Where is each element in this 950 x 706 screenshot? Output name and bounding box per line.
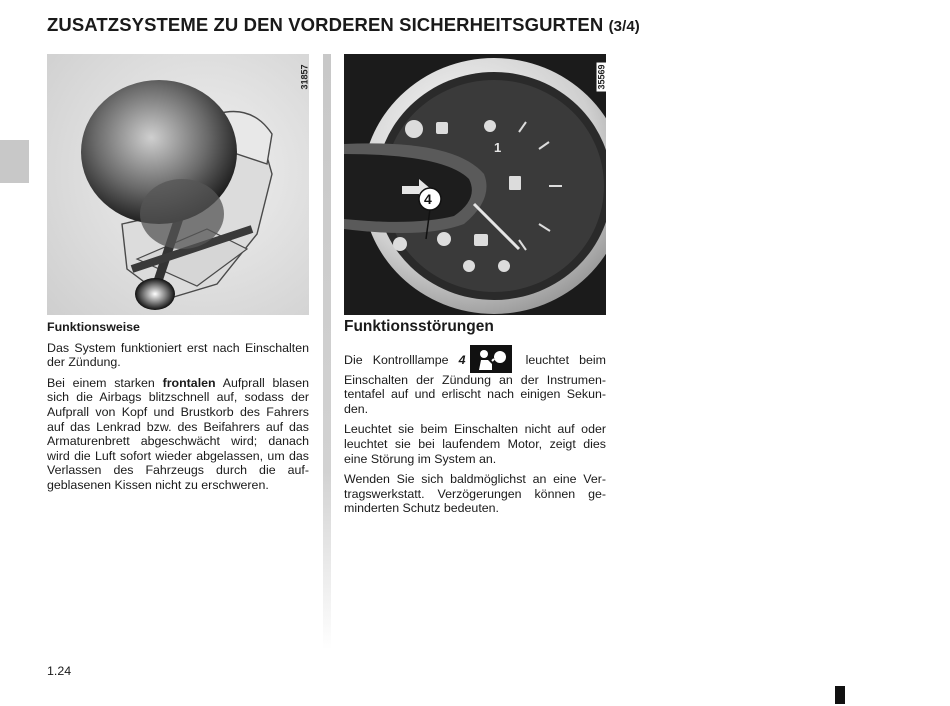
paragraph-text: Aufprall blasen sich die Airbags blitzschnell auf, sodass der Aufprall von Kopf und Brustkorb des Fahrers auf das Lenkrad bzw. des Beifahrers auf das Armaturenbrett abgeschwächt wird; danach wird die Luft sofort wieder abgelassen, um das Verlassen des Fahrzeugs durch die aufgeblasenen Kissen nicht zu erschweren. xyxy=(47,375,309,492)
paragraph xyxy=(47,376,309,493)
page-index: (3/4) xyxy=(608,18,640,35)
left-column xyxy=(47,320,309,499)
paragraph-text: leuchtet beim Einschalten der Zündung an der Instrumententafel auf und erlischt nach einigen Sekunden. xyxy=(344,352,606,416)
paragraph xyxy=(344,345,606,417)
paragraph-text: Leuchtet sie beim Einschalten nicht auf oder leuchtet sie bei laufendem Motor, zeigt dies eine Störung im System an. xyxy=(344,422,606,466)
airbag-illustration xyxy=(47,54,309,315)
paragraph xyxy=(344,422,606,466)
paragraph-text: Das System funktioniert erst nach Einschalten der Zündung. xyxy=(47,340,309,370)
page-number: 1.24 xyxy=(47,664,72,678)
paragraph xyxy=(344,472,606,516)
chapter-tab xyxy=(0,140,29,183)
emphasis-text: frontalen xyxy=(162,375,216,390)
right-column xyxy=(344,320,606,522)
reference-number: 4 xyxy=(458,352,466,367)
paragraph xyxy=(47,341,309,370)
gauge-tick-label: 1 xyxy=(494,140,502,155)
section-heading-malfunctions: Funktionsstörungen xyxy=(344,318,494,335)
paragraph-text: Die Kontrolllampe xyxy=(344,352,459,367)
page-title-text: ZUSATZSYSTEME ZU DEN VORDEREN SICHERHEITSGURTEN xyxy=(47,14,604,35)
section-heading-function: Funktionsweise xyxy=(47,320,140,334)
instrument-cluster-drawing xyxy=(344,54,606,315)
figure-number: 31857 xyxy=(299,64,309,90)
paragraph-text: Wenden Sie sich baldmöglichst an eine Vertragswerkstatt. Verzögerungen können geminderten Schutz bedeuten. xyxy=(344,472,606,516)
paragraph-text: Bei einem starken xyxy=(47,375,163,390)
page-title xyxy=(47,14,640,36)
figure-number: 35569 xyxy=(596,64,606,90)
column-divider xyxy=(323,54,331,650)
section-end-marker xyxy=(835,686,845,704)
airbag-warning-icon xyxy=(470,345,512,373)
instrument-cluster-illustration xyxy=(344,54,606,315)
airbag-seat-drawing xyxy=(47,54,309,315)
callout-number: 4 xyxy=(424,191,432,207)
